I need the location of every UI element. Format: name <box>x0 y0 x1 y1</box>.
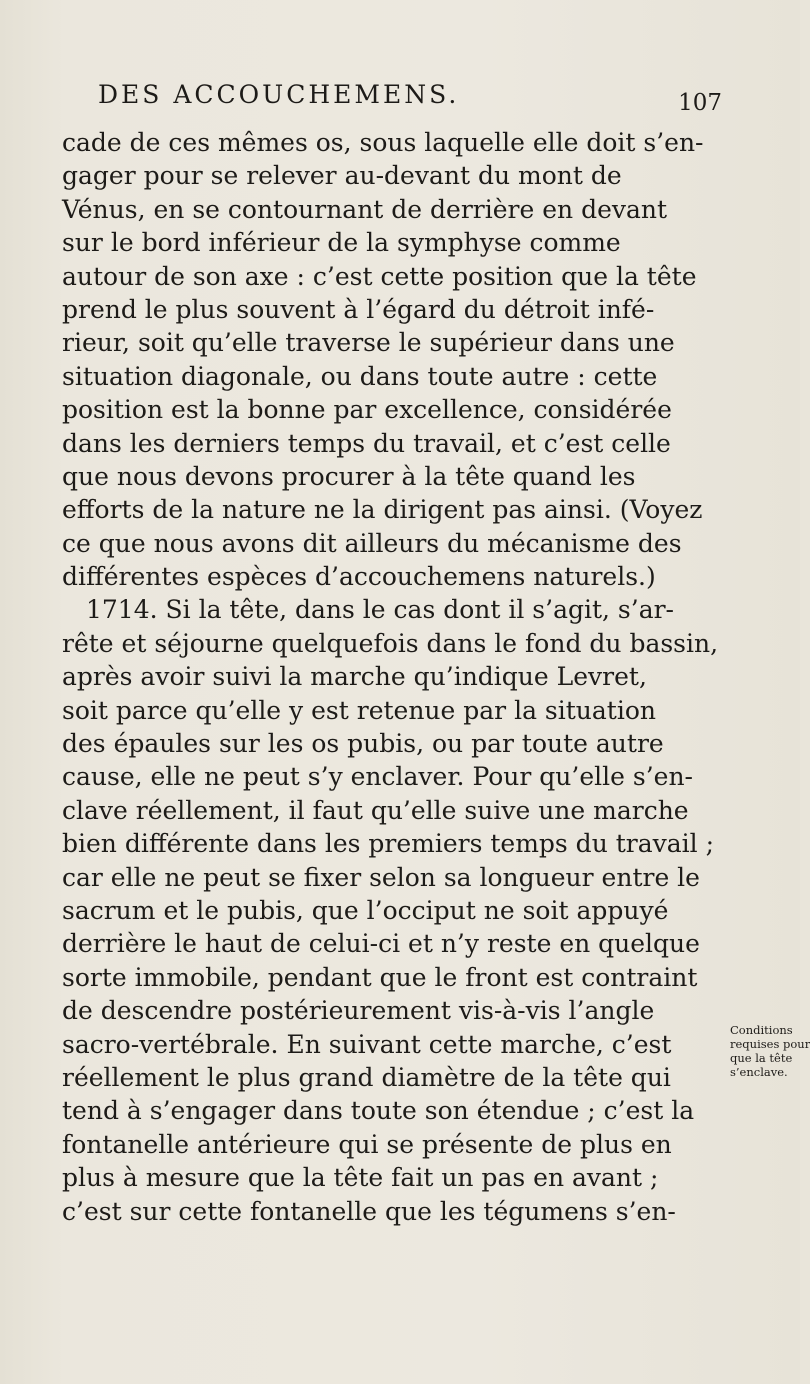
text-line: cade de ces mêmes os, sous laquelle elle doit s’en- <box>62 128 704 157</box>
text-line: que nous devons procurer à la tête quand les <box>62 461 636 491</box>
text-line: de descendre postérieurement vis-à-vis l’angle <box>62 996 655 1026</box>
text-line: des épaules sur les os pubis, ou par toute autre <box>62 729 664 759</box>
text-line: rieur, soit qu’elle traverse le supérieur dans une <box>62 328 675 358</box>
margin-note-line: que la tête <box>730 1051 793 1065</box>
text-line: réellement le plus grand diamètre de la tête qui <box>62 1062 671 1092</box>
text-line: c’est sur cette fontanelle que les tégumens s’en- <box>62 1196 676 1226</box>
margin-note-line: Conditions <box>730 1023 793 1037</box>
text-line: position est la bonne par excellence, considérée <box>62 395 672 425</box>
text-line: ce que nous avons dit ailleurs du mécanisme des <box>62 528 682 558</box>
text-line: situation diagonale, ou dans toute autre : cette <box>62 361 658 391</box>
text-line: autour de son axe : c’est cette position que la tête <box>62 261 697 291</box>
text-line: Vénus, en se contournant de derrière en devant <box>62 194 668 224</box>
text-line: bien différente dans les premiers temps du travail ; <box>62 829 715 859</box>
margin-note-line: requises pour <box>730 1037 810 1051</box>
text-line: clave réellement, il faut qu’elle suive une marche <box>62 795 689 825</box>
margin-note <box>730 1023 810 1079</box>
text-line: cause, elle ne peut s’y enclaver. Pour qu’elle s’en- <box>62 762 694 792</box>
text-line: sacrum et le pubis, que l’occiput ne soit appuyé <box>62 895 669 925</box>
text-line: tend à s’engager dans toute son étendue ; c’est la <box>62 1096 695 1126</box>
text-line: derrière le haut de celui-ci et n’y reste en quelque <box>62 929 700 959</box>
text-line: sacro-vertébrale. En suivant cette marche, c’est <box>62 1029 672 1059</box>
text-line: car elle ne peut se fixer selon sa longueur entre le <box>62 862 700 892</box>
text-line: gager pour se relever au-devant du mont de <box>62 161 622 191</box>
paragraph-start-line: 1714. Si la tête, dans le cas dont il s’agit, s’ar- <box>86 595 675 625</box>
text-line: prend le plus souvent à l’égard du détroit infé- <box>62 294 655 324</box>
text-line: rête et séjourne quelquefois dans le fond du bassin, <box>62 628 719 658</box>
text-line: sur le bord inférieur de la symphyse comme <box>62 228 621 258</box>
text-line: après avoir suivi la marche qu’indique Levret, <box>62 662 647 692</box>
text-line: plus à mesure que la tête fait un pas en avant ; <box>62 1163 659 1193</box>
margin-note-line: s’enclave. <box>730 1065 788 1079</box>
page-header <box>96 80 722 120</box>
text-line: soit parce qu’elle y est retenue par la situation <box>62 695 656 725</box>
text-line: différentes espèces d’accouchemens naturels.) <box>62 562 656 592</box>
text-line: fontanelle antérieure qui se présente de plus en <box>62 1129 672 1159</box>
page-number: 107 <box>678 90 722 116</box>
body-text <box>62 126 722 1228</box>
text-line: dans les derniers temps du travail, et c’est celle <box>62 428 671 458</box>
text-line: efforts de la nature ne la dirigent pas ainsi. (Voyez <box>62 495 703 525</box>
text-line: sorte immobile, pendant que le front est contraint <box>62 962 698 992</box>
running-head: DES ACCOUCHEMENS. <box>98 80 460 109</box>
